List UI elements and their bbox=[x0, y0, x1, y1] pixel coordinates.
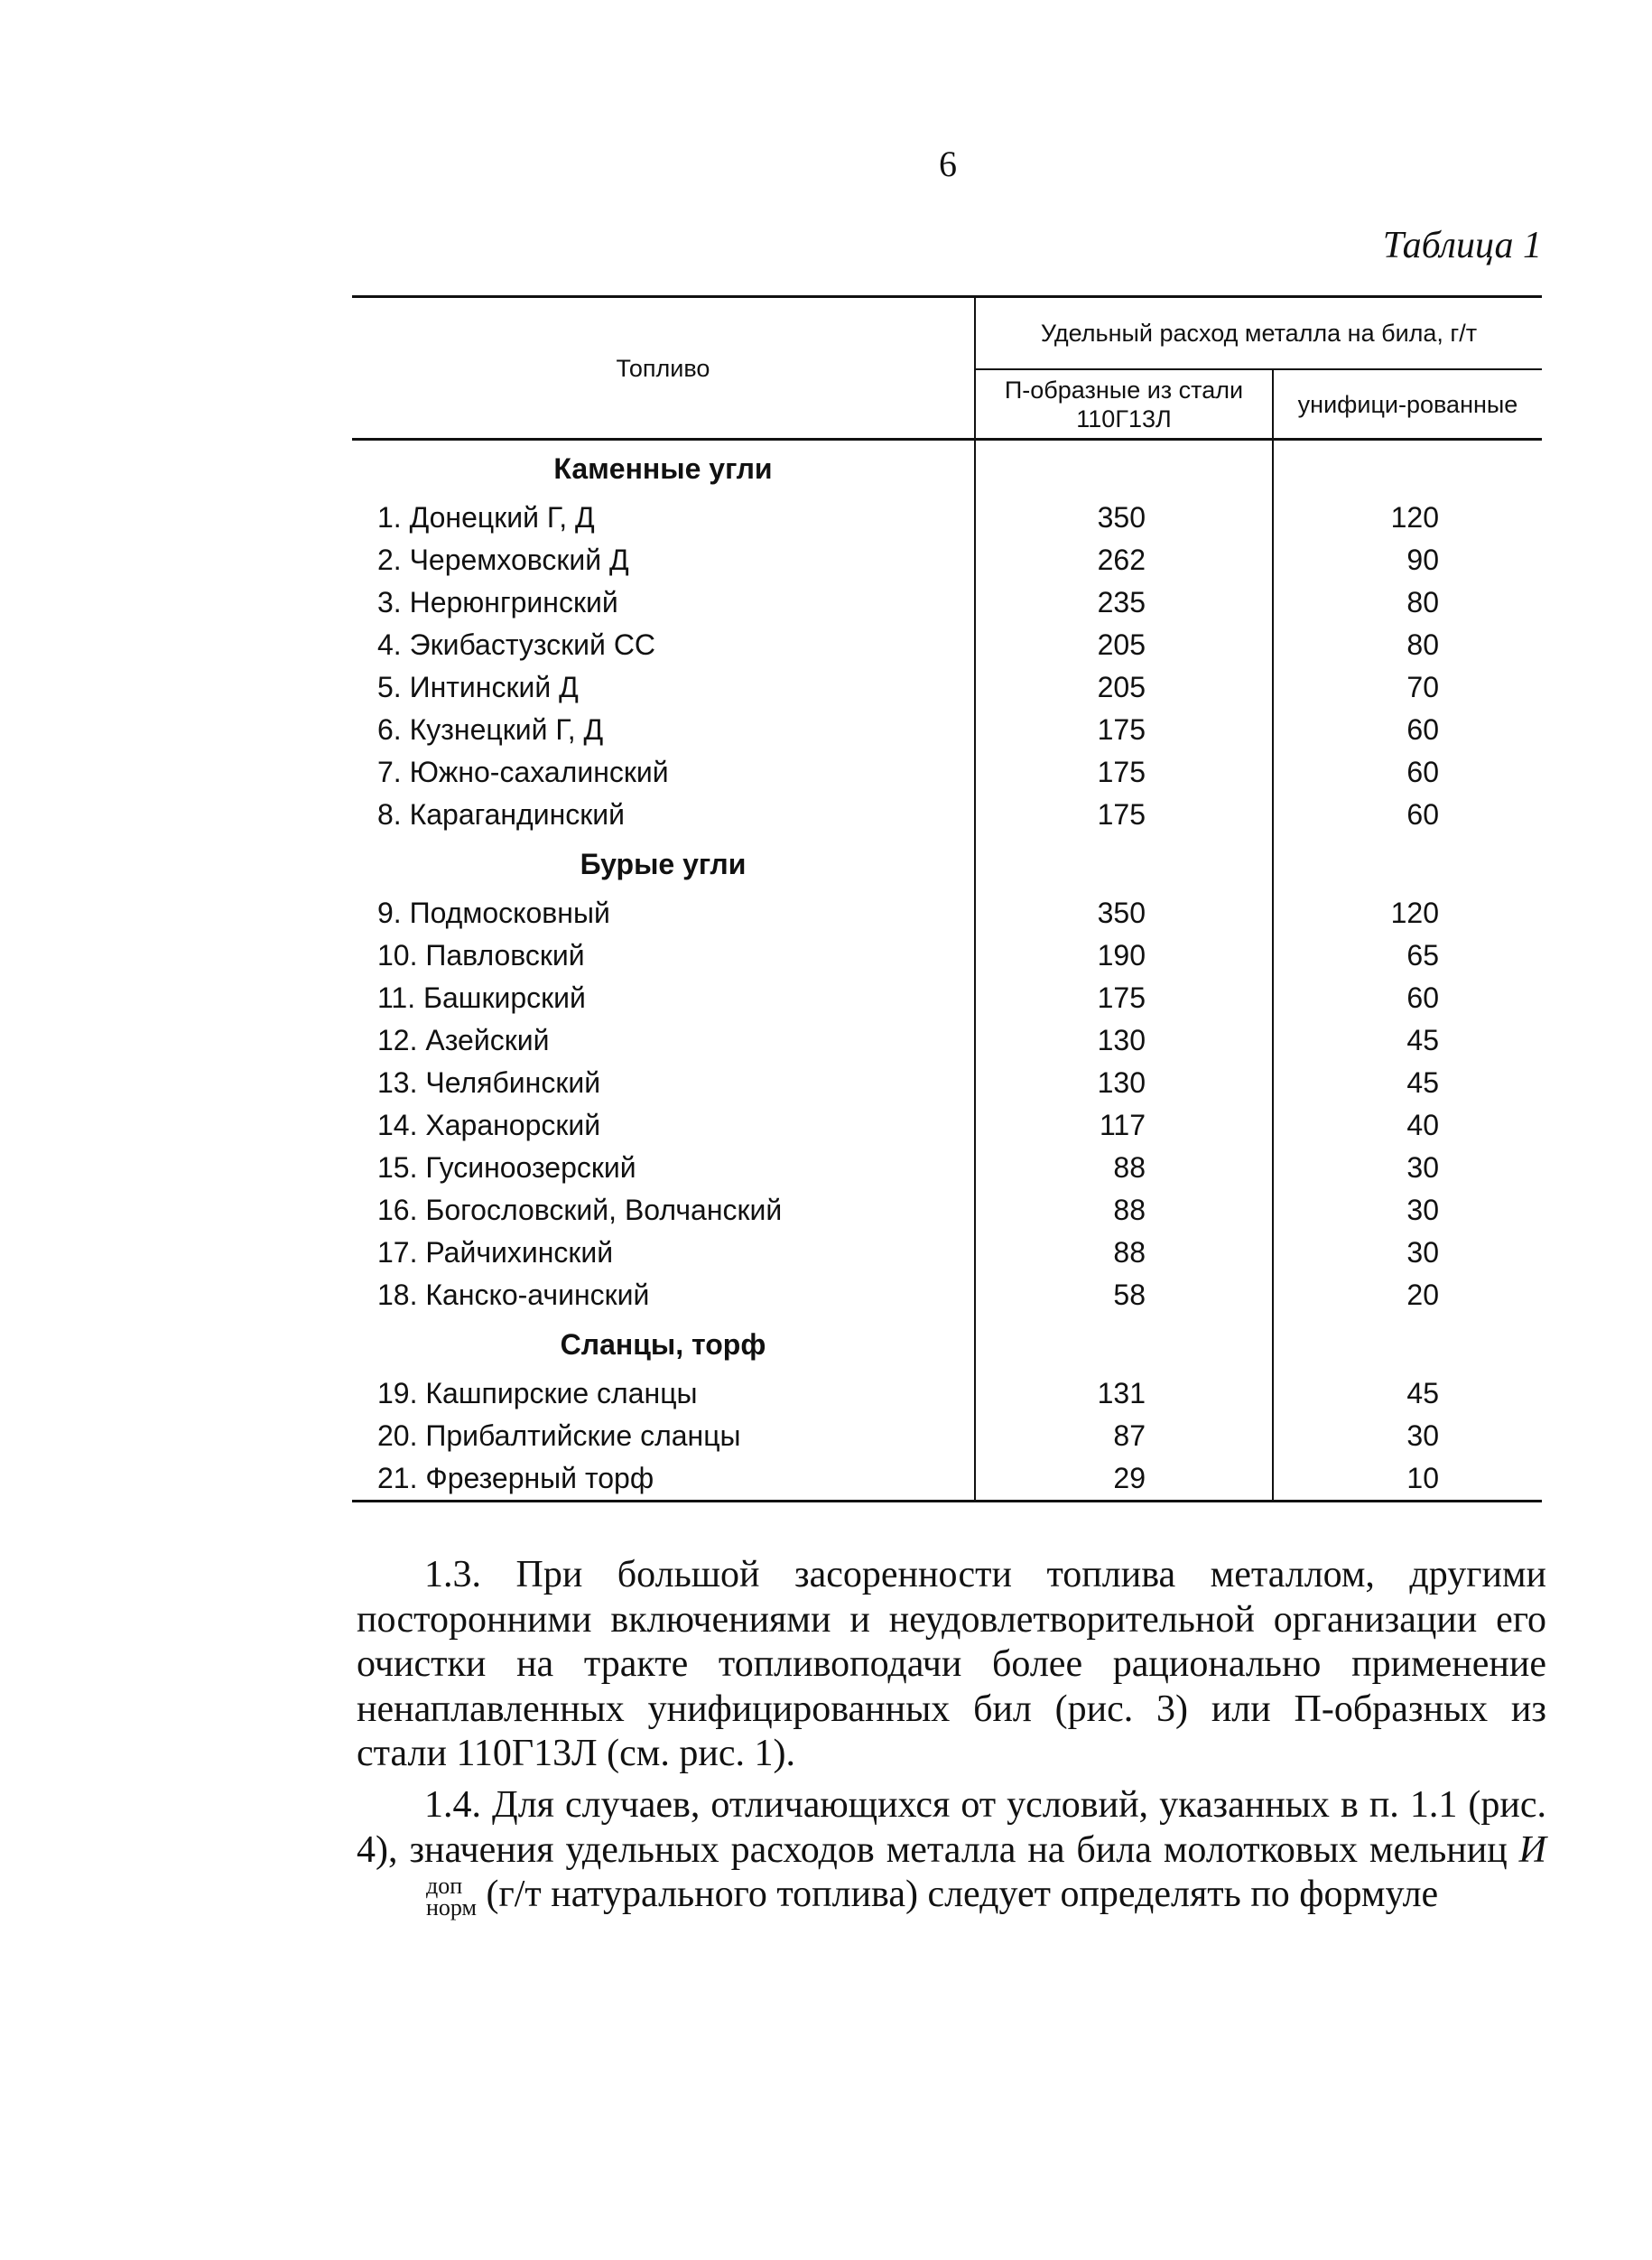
fuel-name-cell: 20. Прибалтийские сланцы bbox=[377, 1419, 741, 1452]
u-shaped-value-cell: 350 bbox=[975, 497, 1273, 539]
table-row bbox=[352, 624, 1542, 666]
table-row bbox=[352, 1189, 1542, 1232]
u-shaped-value-cell: 350 bbox=[975, 892, 1273, 935]
table-row bbox=[352, 1232, 1542, 1274]
fuel-name-cell: 11. Башкирский bbox=[377, 981, 586, 1014]
section-row bbox=[352, 1316, 1542, 1372]
fuel-name-cell: 19. Кашпирские сланцы bbox=[377, 1377, 698, 1409]
paragraph-1-4 bbox=[357, 1783, 1546, 1919]
u-shaped-value-cell: 130 bbox=[975, 1019, 1273, 1062]
unified-value-cell: 120 bbox=[1273, 497, 1542, 539]
unified-value-cell: 45 bbox=[1273, 1372, 1542, 1415]
fuel-name-cell: 17. Райчихинский bbox=[377, 1236, 614, 1269]
table-row bbox=[352, 1019, 1542, 1062]
u-shaped-value-cell: 205 bbox=[975, 624, 1273, 666]
unified-value-cell: 80 bbox=[1273, 624, 1542, 666]
u-shaped-value-cell: 88 bbox=[975, 1147, 1273, 1189]
u-shaped-value-cell: 175 bbox=[975, 751, 1273, 794]
table-row bbox=[352, 977, 1542, 1019]
formula-superscript: доп bbox=[426, 1873, 463, 1900]
unified-value-cell: 40 bbox=[1273, 1104, 1542, 1147]
header-unified: унифици-рованные bbox=[1273, 369, 1542, 440]
section-title: Сланцы, торф bbox=[560, 1327, 766, 1361]
formula-indices bbox=[358, 1875, 477, 1919]
fuel-name-cell: 15. Гусиноозерский bbox=[377, 1151, 636, 1184]
table-row bbox=[352, 1372, 1542, 1415]
table-row bbox=[352, 1104, 1542, 1147]
page-number: 6 bbox=[939, 144, 957, 184]
fuel-name-cell: 1. Донецкий Г, Д bbox=[377, 501, 595, 534]
fuel-name-cell: 4. Экибастузский СС bbox=[377, 628, 656, 661]
section-empty-cell bbox=[1273, 836, 1542, 892]
u-shaped-value-cell: 88 bbox=[975, 1189, 1273, 1232]
section-title: Каменные угли bbox=[553, 451, 773, 485]
unified-value-cell: 20 bbox=[1273, 1274, 1542, 1316]
table-row bbox=[352, 1062, 1542, 1104]
unified-value-cell: 70 bbox=[1273, 666, 1542, 709]
table-row bbox=[352, 794, 1542, 836]
unified-value-cell: 30 bbox=[1273, 1147, 1542, 1189]
header-u-shaped: П-образные из стали 110Г13Л bbox=[975, 369, 1273, 440]
fuel-name-cell: 13. Челябинский bbox=[377, 1066, 601, 1099]
u-shaped-value-cell: 117 bbox=[975, 1104, 1273, 1147]
metal-consumption-table bbox=[352, 295, 1542, 1502]
u-shaped-value-cell: 87 bbox=[975, 1415, 1273, 1457]
u-shaped-value-cell: 29 bbox=[975, 1457, 1273, 1502]
table-body bbox=[352, 440, 1542, 1502]
fuel-name-cell: 18. Канско-ачинский bbox=[377, 1279, 650, 1311]
formula-subscript: норм bbox=[426, 1894, 477, 1921]
table-row bbox=[352, 1274, 1542, 1316]
u-shaped-value-cell: 58 bbox=[975, 1274, 1273, 1316]
section-empty-cell bbox=[975, 836, 1273, 892]
table-row bbox=[352, 1147, 1542, 1189]
table-row bbox=[352, 709, 1542, 751]
table-row bbox=[352, 1457, 1542, 1502]
paragraph-1-4-text-after: (г/т натурального топлива) следует определять по формуле bbox=[486, 1874, 1439, 1915]
u-shaped-value-cell: 262 bbox=[975, 539, 1273, 581]
fuel-name-cell: 7. Южно-сахалинский bbox=[377, 756, 669, 788]
section-empty-cell bbox=[1273, 1316, 1542, 1372]
u-shaped-value-cell: 190 bbox=[975, 935, 1273, 977]
unified-value-cell: 60 bbox=[1273, 977, 1542, 1019]
unified-value-cell: 30 bbox=[1273, 1189, 1542, 1232]
formula-symbol: И bbox=[1518, 1828, 1546, 1871]
table-row bbox=[352, 497, 1542, 539]
table-row bbox=[352, 581, 1542, 624]
header-consumption-group: Удельный расход металла на била, г/т bbox=[975, 297, 1542, 370]
fuel-name-cell: 10. Павловский bbox=[377, 939, 585, 972]
fuel-name-cell: 16. Богословский, Волчанский bbox=[377, 1194, 783, 1226]
header-fuel: Топливо bbox=[352, 297, 975, 440]
section-row bbox=[352, 440, 1542, 498]
u-shaped-value-cell: 175 bbox=[975, 794, 1273, 836]
u-shaped-value-cell: 175 bbox=[975, 977, 1273, 1019]
unified-value-cell: 10 bbox=[1273, 1457, 1542, 1502]
table-row bbox=[352, 1415, 1542, 1457]
unified-value-cell: 60 bbox=[1273, 751, 1542, 794]
fuel-name-cell: 2. Черемховский Д bbox=[377, 544, 629, 576]
paragraph-1-3: 1.3. При большой засоренности топлива металлом, другими посторонними включениями и неудовлетворительной организации его очистки на тракте топливоподачи более рационально применение ненаплавленных унифицированных бил (рис. 3) или П-образных из стали 110Г13Л (см. рис. 1). bbox=[357, 1554, 1546, 1774]
fuel-name-cell: 21. Фрезерный торф bbox=[352, 1457, 975, 1502]
table-row bbox=[352, 935, 1542, 977]
fuel-name-cell: 14. Харанорский bbox=[377, 1109, 601, 1141]
fuel-name-cell: 8. Карагандинский bbox=[377, 798, 626, 831]
paragraph-1-4-text-before: 1.4. Для случаев, отличающихся от условий, указанных в п. 1.1 (рис. 4), значения удельных расходов металла на била молотковых мельниц bbox=[357, 1784, 1546, 1871]
u-shaped-value-cell: 88 bbox=[975, 1232, 1273, 1274]
fuel-name-cell: 6. Кузнецкий Г, Д bbox=[377, 713, 604, 746]
unified-value-cell: 30 bbox=[1273, 1415, 1542, 1457]
fuel-name-cell: 9. Подмосковный bbox=[377, 897, 610, 929]
fuel-name-cell: 5. Интинский Д bbox=[377, 671, 579, 703]
unified-value-cell: 60 bbox=[1273, 794, 1542, 836]
section-row bbox=[352, 836, 1542, 892]
unified-value-cell: 120 bbox=[1273, 892, 1542, 935]
fuel-name-cell: 3. Нерюнгринский bbox=[377, 586, 618, 618]
unified-value-cell: 65 bbox=[1273, 935, 1542, 977]
section-empty-cell bbox=[1273, 440, 1542, 498]
unified-value-cell: 90 bbox=[1273, 539, 1542, 581]
unified-value-cell: 30 bbox=[1273, 1232, 1542, 1274]
u-shaped-value-cell: 205 bbox=[975, 666, 1273, 709]
u-shaped-value-cell: 131 bbox=[975, 1372, 1273, 1415]
unified-value-cell: 45 bbox=[1273, 1019, 1542, 1062]
unified-value-cell: 60 bbox=[1273, 709, 1542, 751]
table-row bbox=[352, 666, 1542, 709]
unified-value-cell: 45 bbox=[1273, 1062, 1542, 1104]
u-shaped-value-cell: 235 bbox=[975, 581, 1273, 624]
fuel-name-cell: 12. Азейский bbox=[377, 1024, 550, 1056]
section-empty-cell bbox=[975, 440, 1273, 498]
table-row bbox=[352, 751, 1542, 794]
section-title: Бурые угли bbox=[580, 847, 747, 880]
u-shaped-value-cell: 175 bbox=[975, 709, 1273, 751]
table-caption: Таблица 1 bbox=[1382, 225, 1542, 266]
table-row bbox=[352, 892, 1542, 935]
section-empty-cell bbox=[975, 1316, 1273, 1372]
unified-value-cell: 80 bbox=[1273, 581, 1542, 624]
u-shaped-value-cell: 130 bbox=[975, 1062, 1273, 1104]
table-row bbox=[352, 539, 1542, 581]
